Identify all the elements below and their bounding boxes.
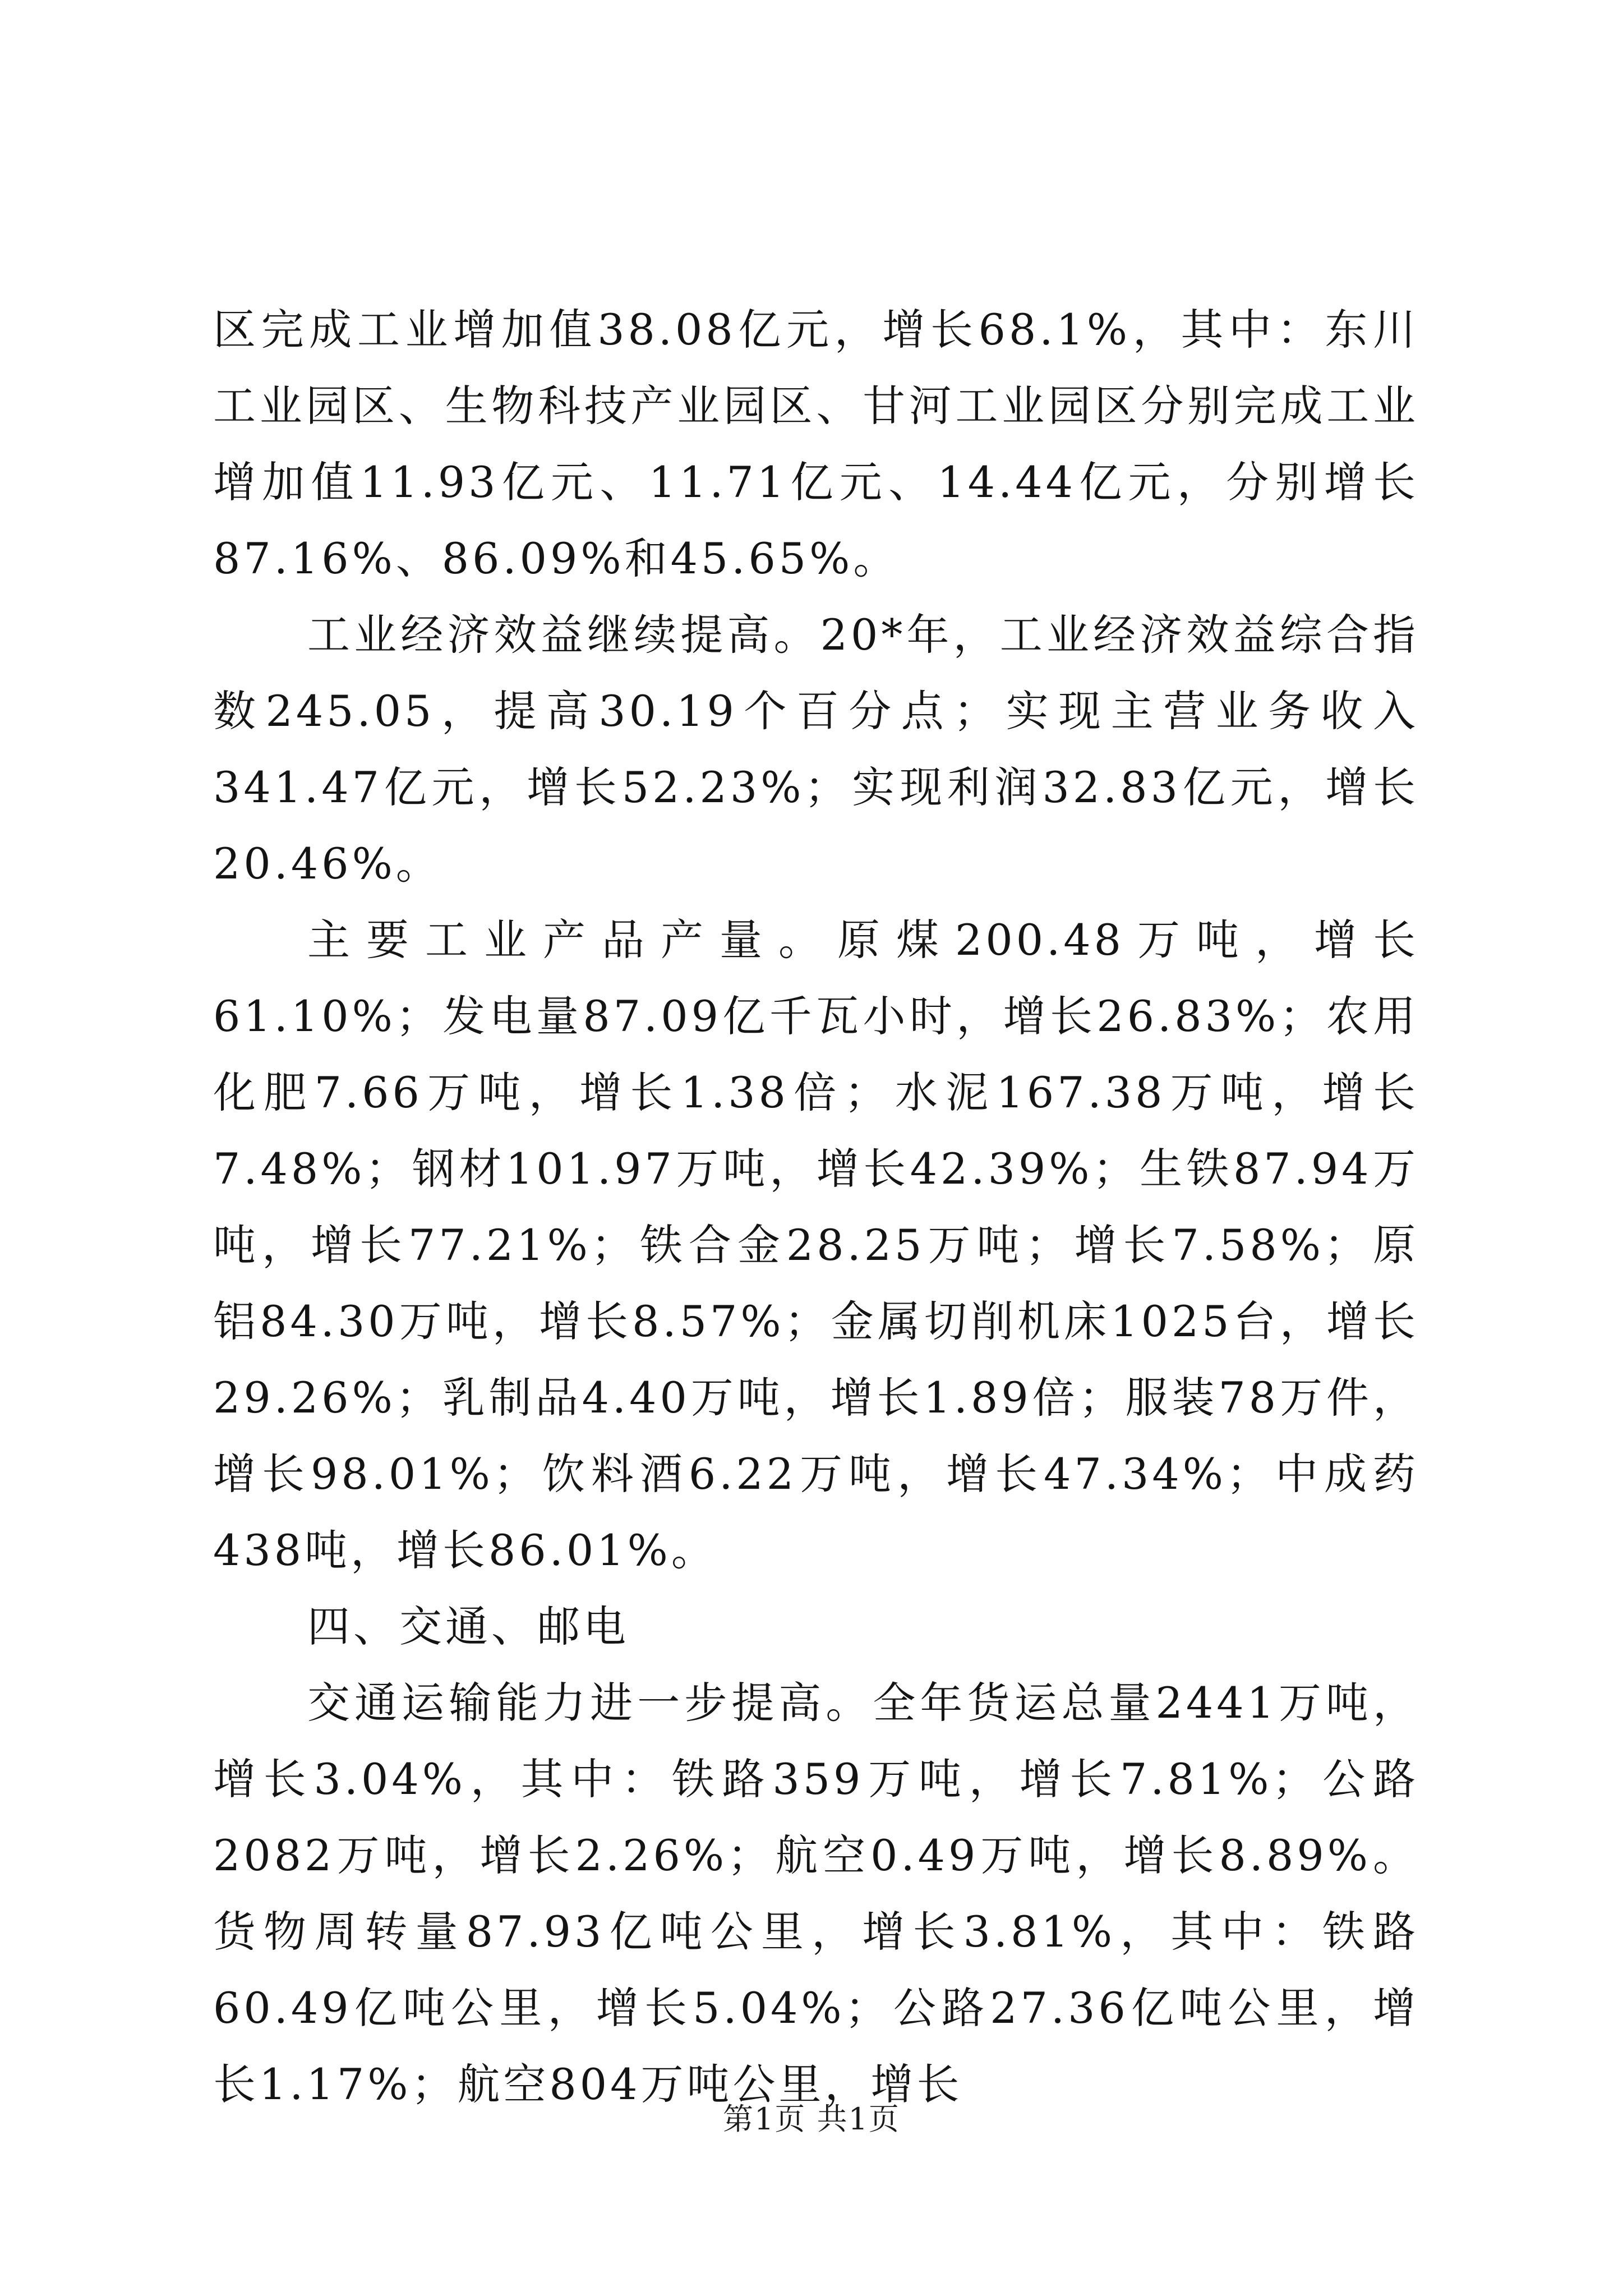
paragraph-transport-capacity: 交通运输能力进一步提高。全年货运总量2441万吨，增长3.04%，其中：铁路359万吨，增长7.81%；公路2082万吨，增长2.26%；航空0.49万吨，增长8.89%。货物周转量87.93亿吨公里，增长3.81%，其中：铁路60.49亿吨公里，增长5.04%；公路27.36亿吨公里，增长1.17%；航空804万吨公里，增长 — [213, 1678, 1419, 2109]
paragraph-economic-efficiency: 工业经济效益继续提高。20*年，工业经济效益综合指数245.05，提高30.19个百分点；实现主营业务收入341.47亿元，增长52.23%；实现利润32.83亿元，增长20.46%。 — [213, 610, 1419, 889]
page-number-footer: 第1页 共1页 — [723, 2101, 900, 2137]
section-heading-transport-post: 四、交通、邮电 — [307, 1602, 629, 1651]
paragraph-industrial-parks: 区完成工业增加值38.08亿元，增长68.1%，其中：东川工业园区、生物科技产业园区、甘河工业园区分别完成工业增加值11.93亿元、11.71亿元、14.44亿元，分别增长87.16%、86.09%和45.65%。 — [213, 305, 1419, 583]
paragraph-product-output: 主要工业产品产量。原煤200.48万吨，增长61.10%；发电量87.09亿千瓦小时，增长26.83%；农用化肥7.66万吨，增长1.38倍；水泥167.38万吨，增长7.48%；钢材101.97万吨，增长42.39%；生铁87.94万吨，增长77.21%；铁合金28.25万吨；增长7.58%；原铝84.30万吨，增长8.57%；金属切削机床1025台，增长29.26%；乳制品4.40万吨，增长1.89倍；服装78万件，增长98.01%；饮料酒6.22万吨，增长47.34%；中成药438吨，增长86.01%。 — [213, 915, 1419, 1575]
document-body — [213, 292, 1419, 2123]
